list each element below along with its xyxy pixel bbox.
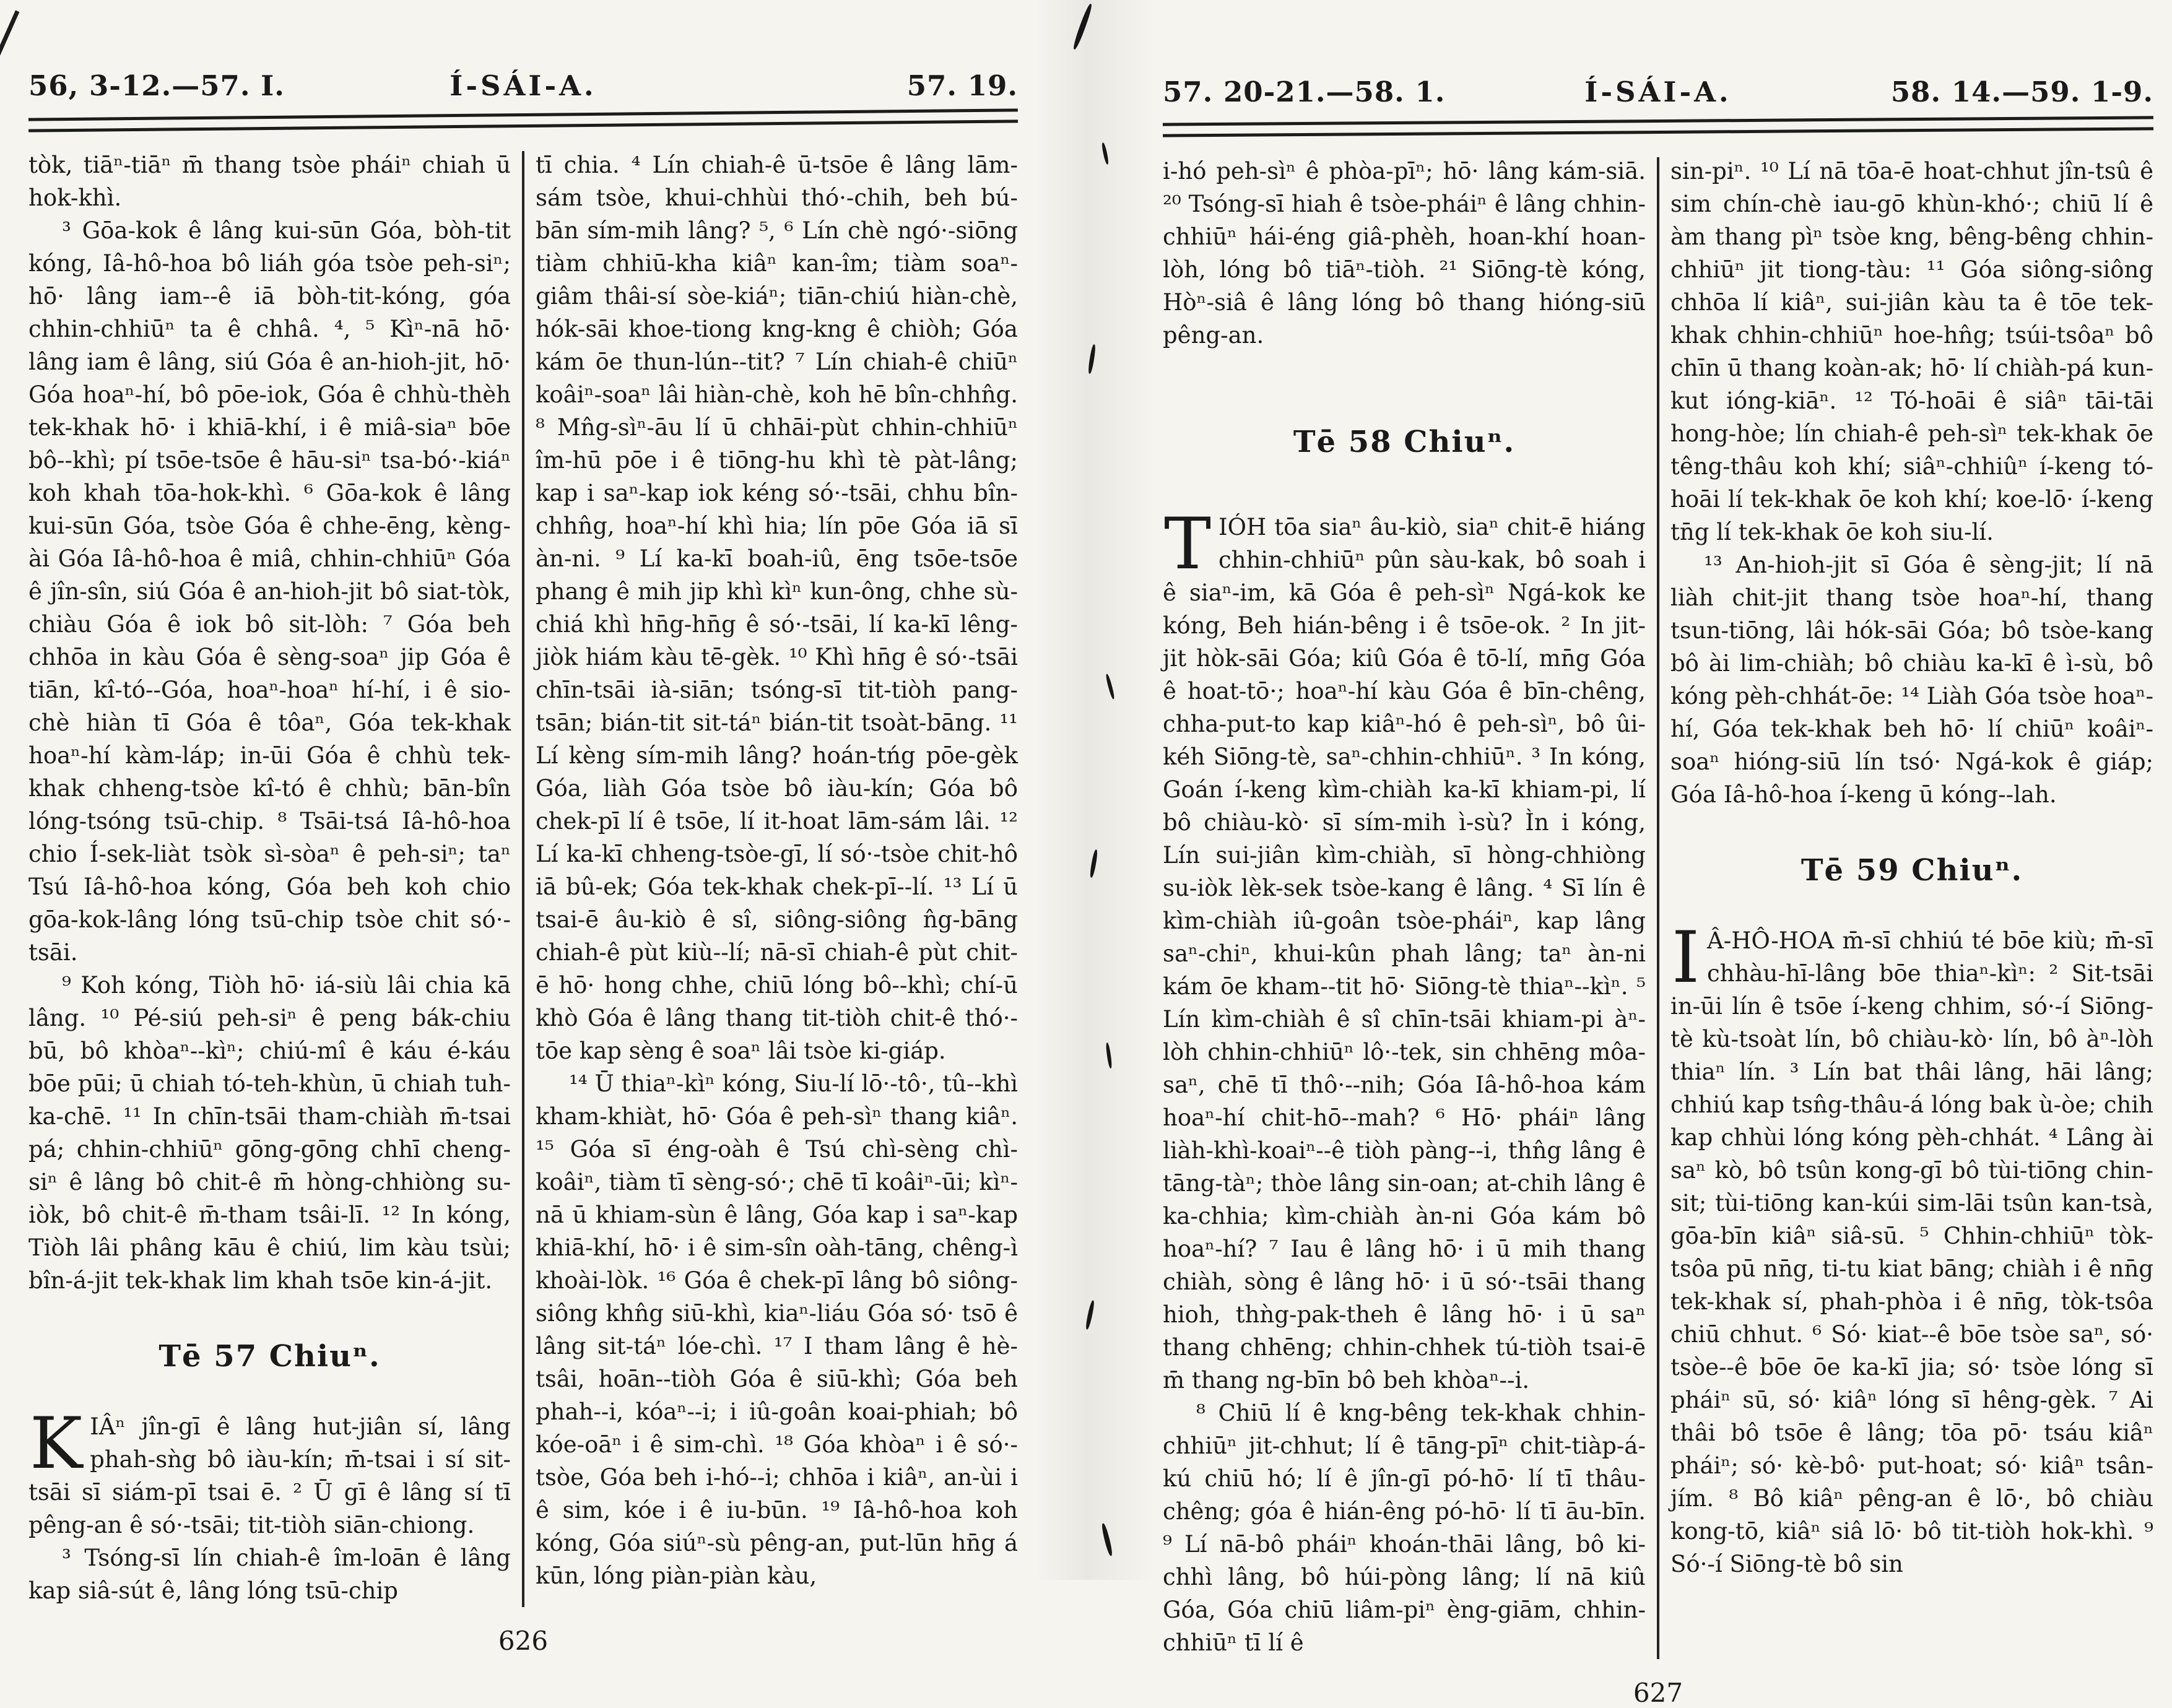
- ink-speck: [0, 11, 19, 64]
- verse-paragraph: ¹³ An-hioh-jit sī Góa ê sèng-jit; lí nā liàh chit-jit thang tsòe hoaⁿ-hí, thang tsun-tiōng, lâi hók-sāi Góa; bô tsòe-kang bô ài lim-chiàh; bô chiàu ka-kī ê ì-sù, bô kóng pèh-chhát-ōe: ¹⁴ Liàh Góa tsòe hoaⁿ-hí, Góa tek-khak beh hō· lí chiūⁿ koâiⁿ-soaⁿ hióng-siū lín tsó· Ngá-kok ê giáp; Góa Iâ-hô-hoa í-keng ū kóng--lah.: [1670, 552, 2153, 808]
- verse-paragraph: ⁸ Chiū lí ê kng-bêng tek-khak chhin-chhiūⁿ jit-chhut; lí ê tāng-pīⁿ chit-tiàp-á-kú chiū hó; lí ê jîn-gī pó-hō· lí tī thâu-chêng; góa ê hián-êng pó-hō· lí tī āu-bīn. ⁹ Lí nā-bô pháiⁿ khoán-thāi lâng, bô ki-chhì lâng, bô húi-pòng lâng; lí nā kiû Góa, Góa chiū liâm-piⁿ èng-giām, chhin-chhiūⁿ tī lí ê: [1163, 1400, 1646, 1656]
- chapter-heading: Tē 58 Chiuⁿ.: [1293, 425, 1516, 459]
- column-1: [1163, 155, 1646, 1659]
- verse-text: Â-HÔ-HOA m̄-sī chhiú té bōe kiù; m̄-sī chhàu-hī-lâng bōe thiaⁿ-kìⁿ: ² Sit-tsāi in-ūi lín ê tsōe í-keng chhim, só·-í Siōng-tè kù-tsoàt lín, bô chiàu-kò· lín, bô àⁿ-lòh thiaⁿ lín. ³ Lín bat thâi lâng, hāi lâng; chhiú kap tsn̂g-thâu-á lóng bak ù-òe; chih kap chhùi lóng kóng pèh-chhát. ⁴ Lâng ài saⁿ kò, bô tsûn kong-gī bô tùi-tiōng chin-sit; tùi-tiōng kan-kúi sim-lāi tsûn kan-tsà, gōa-bīn kiâⁿ siâ-sū. ⁵ Chhin-chhiūⁿ tòk-tsôa pū nn̄g, ti-tu kiat bāng; chiàh i ê nn̄g tek-khak sí, phah-phòa i ê nn̄g, tòk-tsôa chiū chhut. ⁶ Só· kiat--ê bōe tsòe saⁿ, só· tsòe--ê bōe ōe ka-kī jia; só· tsòe lóng sī pháiⁿ sū, só· kiâⁿ lóng sī hêng-gèk. ⁷ Ai thâi bô tsōe ê lâng; tōa pō· tsáu kiâⁿ pháiⁿ; só· kè-bô· put-hoat; só· kiâⁿ tsân-jím. ⁸ Bô kiâⁿ pêng-an ê lō·, bô chiàu kong-tō, kiâⁿ siâ lō· bô tit-tiòh hok-khì. ⁹ Só·-í Siōng-tè bô sin: [1670, 927, 2153, 1577]
- running-head-book-title: Í-SÁI-A.: [450, 69, 597, 102]
- page-number: 627: [1633, 1678, 1683, 1708]
- verse-paragraph: ³ Tsóng-sī lín chiah-ê îm-loān ê lâng kap siâ-sút ê, lâng lóng tsū-chip: [28, 1545, 511, 1604]
- column-rule: [522, 151, 524, 1607]
- running-head: [1163, 76, 2153, 108]
- verse-text: IÂⁿ jîn-gī ê lâng hut-jiân sí, lâng phah-sǹg bô iàu-kín; m̄-tsai i sí sit-tsāi sī siám-pī tsai ē. ² Ū gī ê lâng sí tī pêng-an ê só·-tsāi; tit-tiòh siān-chiong.: [28, 1413, 511, 1538]
- verse-paragraph: ¹⁴ Ū thiaⁿ-kìⁿ kóng, Siu-lí lō·-tô·, tû--khì kham-khiàt, hō· Góa ê peh-sìⁿ thang kiâⁿ. ¹⁵ Góa sī éng-oàh ê Tsú chì-sèng chì-koâiⁿ, tiàm tī sèng-só·; chē tī koâiⁿ-ūi; kìⁿ-nā ū khiam-sùn ê lâng, Góa kap i saⁿ-kap khiā-khí, hō· i ê sim-sîn oàh-tāng, chêng-ì khoài-lòk. ¹⁶ Góa ê chek-pī lâng bô siông-siông khn̂g siū-khì, kiaⁿ-liáu Góa só· tsō ê lâng sit-táⁿ lóe-chì. ¹⁷ I tham lâng ê hè-tsâi, hoān--tiòh Góa ê siū-khì; Góa beh phah--i, kóaⁿ--i; i iû-goân koai-phiah; bô kóe-oāⁿ i ê sim-chì. ¹⁸ Góa khòaⁿ i ê só·-tsòe, Góa beh i-hó--i; chhōa i kiâⁿ, an-ùi i ê sim, kóe i ê iu-būn. ¹⁹ Iâ-hô-hoa koh kóng, Góa siúⁿ-sù pêng-an, put-lūn hn̄g á kūn, lóng piàn-piàn kàu,: [536, 1070, 1018, 1589]
- text-columns: [1163, 155, 2153, 1659]
- column-1: [28, 149, 511, 1607]
- running-head-verse-range-left: 57. 20-21.—58. 1.: [1163, 76, 1446, 108]
- drop-cap: T: [1164, 503, 1212, 585]
- drop-cap-paragraph: [1670, 916, 2153, 1580]
- verse-paragraph: tī chia. ⁴ Lín chiah-ê ū-tsōe ê lâng lām-sám tsòe, khui-chhùi thó·-chih, beh bú-bān sím-mih lâng? ⁵, ⁶ Lín chè ngó·-siōng tiàm chhiū-kha kiâⁿ kan-îm; tiàm soaⁿ-giâm thâi-sí sòe-kiáⁿ; tiān-chiú hiàn-chè, hók-sāi khoe-tiong kng-kng ê chiòh; Góa kám ōe thun-lún--tit? ⁷ Lín chiah-ê chiūⁿ koâiⁿ-soaⁿ lâi hiàn-chè, koh hē bîn-chhn̂g. ⁸ Mn̂g-sìⁿ-āu lí ū chhāi-pùt chhin-chhiūⁿ îm-hū pōe i ê tiōng-hu khì tè pàt-lâng; kap i saⁿ-kap iok kéng só·-tsāi, chhu bîn-chhn̂g, hoaⁿ-hí khì hia; lín pōe Góa iā sī àn-ni. ⁹ Lí ka-kī boah-iû, ēng tsōe-tsōe phang ê mih jip khì kìⁿ kun-ông, chhe sù-chiá khì hn̄g-hn̄g ê só·-tsāi, lí ka-kī lêng-jiòk hiám kàu tē-gèk. ¹⁰ Khì hn̄g ê só·-tsāi chīn-tsāi ià-siān; tsóng-sī tit-tiòh pang-tsān; bián-tit sit-táⁿ bián-tit tsoàt-bāng. ¹¹ Lí kèng sím-mih lâng? hoán-tńg pōe-gèk Góa, liàh Góa tsòe bô iàu-kín; Góa bô chek-pī lí ê tsōe, lí it-hoat lām-sám lâi. ¹² Lí ka-kī chheng-tsòe-gī, lí só·-tsòe chit-hô iā bû-ek; Góa tek-khak chek-pī--lí. ¹³ Lí ū tsai-ē âu-kiò ê sî, siông-siông n̂g-bāng chiah-ê pùt kiù--lí; nā-sī chiah-ê pùt chit-ē hō· hong chhe, chiū lóng bô--khì; chí-ū khò Góa ê lâng thang tit-tiòh chit-ê thó·-tōe kap sèng ê soaⁿ lâi tsòe ki-giáp.: [536, 152, 1018, 1064]
- running-head: [28, 69, 1018, 102]
- running-head-book-title: Í-SÁI-A.: [1584, 76, 1732, 108]
- verse-text: IÓH tōa siaⁿ âu-kiò, siaⁿ chit-ē hiáng chhin-chhiūⁿ pûn sàu-kak, bô soah i ê siaⁿ-im, kā Góa ê peh-sìⁿ Ngá-kok ke kóng, Beh hián-bêng i ê tsōe-ok. ² In jit-jit hòk-sāi Góa; kiû Góa ê tō-lí, mn̄g Góa ê hoat-tō·; hoaⁿ-hí kàu Góa ê bīn-chêng, chha-put-to kap kiâⁿ-hó ê peh-sìⁿ, bô ûi-kéh Siōng-tè, saⁿ-chhin-chhiūⁿ. ³ In kóng, Goán í-keng kìm-chiàh ka-kī khiam-pi, lí bô chiàu-kò· sī sím-mih ì-sù? Ìn i kóng, Lín sui-jiân kìm-chiàh, sī hòng-chhiòng su-iòk lèk-sek tsòe-kang ê lâng. ⁴ Sī lín ê kìm-chiàh iû-goân tsòe-pháiⁿ, kap lâng saⁿ-chiⁿ, khui-kûn phah lâng; taⁿ àn-ni kám ōe kham--tit hō· Siōng-tè thiaⁿ--kìⁿ. ⁵ Lín kìm-chiàh ê sî chīn-tsāi khiam-pi àⁿ-lòh chhin-chhiūⁿ lô·-tek, sin chhēng môa-saⁿ, chē tī thô·--nih; Góa Iâ-hô-hoa kám hoaⁿ-hí chit-hō--mah? ⁶ Hō· pháiⁿ lâng liàh-khì-koaiⁿ--ê tiòh pàng--i, thn̂g lâng ê tāng-tàⁿ; thòe lâng sin-oan; at-chih lâng ê ka-chhia; kìm-chiàh àn-ni Góa kám bô hoaⁿ-hí? ⁷ Iau ê lâng hō· i ū mih thang chiàh, sòng ê lâng hō· i ū só·-tsāi thang hioh, thǹg-pak-theh ê lâng hō· i ū saⁿ thang chhēng; chhin-chhek tú-tiòh tsai-ē m̄ thang ng-bīn bô beh khòaⁿ--i.: [1163, 514, 1646, 1394]
- drop-cap-paragraph: [28, 1402, 511, 1541]
- column-2: [536, 149, 1018, 1607]
- column-rule: [1657, 157, 1659, 1659]
- text-columns: [28, 149, 1018, 1607]
- page-right: [1163, 76, 2153, 1708]
- page-number: 626: [498, 1626, 549, 1656]
- drop-cap: K: [30, 1402, 83, 1485]
- verse-paragraph: ³ Gōa-kok ê lâng kui-sūn Góa, bòh-tit kóng, Iâ-hô-hoa bô liáh góa tsòe peh-siⁿ; hō· lâng iam--ê iā bòh-tit-kóng, góa chhin-chhiūⁿ ta ê chhâ. ⁴, ⁵ Kìⁿ-nā hō· lâng iam ê lâng, siú Góa ê an-hioh-jit, hō· Góa hoaⁿ-hí, bô pōe-iok, Góa ê chhù-thèh tek-khak hō· i khiā-khí, i ê miâ-siaⁿ bōe bô--khì; pí tsōe-tsōe ê hāu-siⁿ tsa-bó·-kiáⁿ koh khah tōa-hok-khì. ⁶ Gōa-kok ê lâng kui-sūn Góa, tsòe Góa ê chhe-ēng, kèng-ài Góa Iâ-hô-hoa ê miâ, chhin-chhiūⁿ Góa ê jîn-sîn, siú Góa ê an-hioh-jit bô siat-tòk, chiàu Góa ê iok bô sit-lòh: ⁷ Góa beh chhōa in kàu Góa ê sèng-soaⁿ jip Góa ê tiān, kî-tó--Góa, hoaⁿ-hoaⁿ hí-hí, i ê sio-chè hiàn tī Góa ê tôaⁿ, Góa tek-khak hoaⁿ-hí kàm-láp; in-ūi Góa ê chhù tek-khak chheng-tsòe kî-tó ê chhù; bān-bîn lóng-tsóng tsū-chip. ⁸ Tsāi-tsá Iâ-hô-hoa chio Í-sek-liàt tsòk sì-sòaⁿ ê peh-siⁿ; taⁿ Tsú Iâ-hô-hoa kóng, Góa beh koh chio gōa-kok-lâng lóng tsū-chip tsòe chit só·-tsāi.: [28, 217, 511, 966]
- drop-cap: I: [1672, 916, 1700, 999]
- verse-paragraph: sin-piⁿ. ¹⁰ Lí nā tōa-ē hoat-chhut jîn-tsû ê sim chín-chè iau-gō khùn-khó·; chiū lí ê àm thang pìⁿ tsòe kng, bêng-bêng chhin-chhiūⁿ jit tiong-tàu: ¹¹ Góa siông-siông chhōa lí kiâⁿ, sui-jiân kàu ta ê tōe tek-khak chhin-chhiūⁿ hoe-hn̂g; tsúi-tsôaⁿ bô chīn ū thang koàn-ak; hō· lí chiàh-pá kun-kut ióng-kiāⁿ. ¹² Tó-hoāi ê siâⁿ tāi-tāi hong-hòe; lín chiah-ê peh-sìⁿ tek-khak ōe têng-thâu koh khí; siâⁿ-chhiûⁿ í-keng tó-hoāi lí tek-khak ōe koh khí; koe-lō· í-keng tn̄g lí tek-khak ōe koh siu-lí.: [1670, 158, 2153, 545]
- chapter-heading: Tē 57 Chiuⁿ.: [159, 1339, 381, 1374]
- verse-paragraph: tòk, tiāⁿ-tiāⁿ m̄ thang tsòe pháiⁿ chiah ū hok-khì.: [28, 152, 511, 211]
- running-head-verse-range-right: 58. 14.—59. 1-9.: [1890, 76, 2153, 108]
- verse-paragraph: i-hó peh-sìⁿ ê phòa-pīⁿ; hō· lâng kám-siā. ²⁰ Tsóng-sī hiah ê tsòe-pháiⁿ ê lâng chhin-chhiūⁿ hái-éng giâ-phèh, hoan-khí hoan-lòh, lóng bô tiāⁿ-tiòh. ²¹ Siōng-tè kóng, Hòⁿ-siâ ê lâng lóng bô thang hióng-siū pêng-an.: [1163, 158, 1646, 349]
- head-rule: [1163, 116, 2153, 137]
- drop-cap-paragraph: [1163, 503, 1646, 1397]
- page-left: [28, 69, 1018, 1656]
- running-head-verse-range-left: 56, 3-12.—57. I.: [28, 69, 285, 102]
- head-rule: [28, 108, 1018, 132]
- running-head-verse-range-right: 57. 19.: [906, 69, 1018, 102]
- chapter-heading: Tē 59 Chiuⁿ.: [1801, 853, 2023, 888]
- page-gutter: [1035, 0, 1153, 1580]
- column-2: [1670, 155, 2153, 1659]
- verse-paragraph: ⁹ Koh kóng, Tiòh hō· iá-siù lâi chia kā lâng. ¹⁰ Pé-siú peh-siⁿ ê peng bák-chiu bū, bô khòaⁿ--kìⁿ; chiú-mî ê káu é-káu bōe pūi; ū chiah tó-teh-khùn, ū chiah tuh-ka-chē. ¹¹ In chīn-tsāi tham-chiàh m̄-tsai pá; chhin-chhiūⁿ gōng-gōng chhī cheng-siⁿ ê lâng bô chit-ê m̄ hòng-chhiòng su-iòk, bô chit-ê m̄-tham tsâi-lī. ¹² In kóng, Tiòh lâi phâng kāu ê chiú, lim kàu tsùi; bîn-á-jit tek-khak lim khah tsōe kin-á-jit.: [28, 972, 511, 1294]
